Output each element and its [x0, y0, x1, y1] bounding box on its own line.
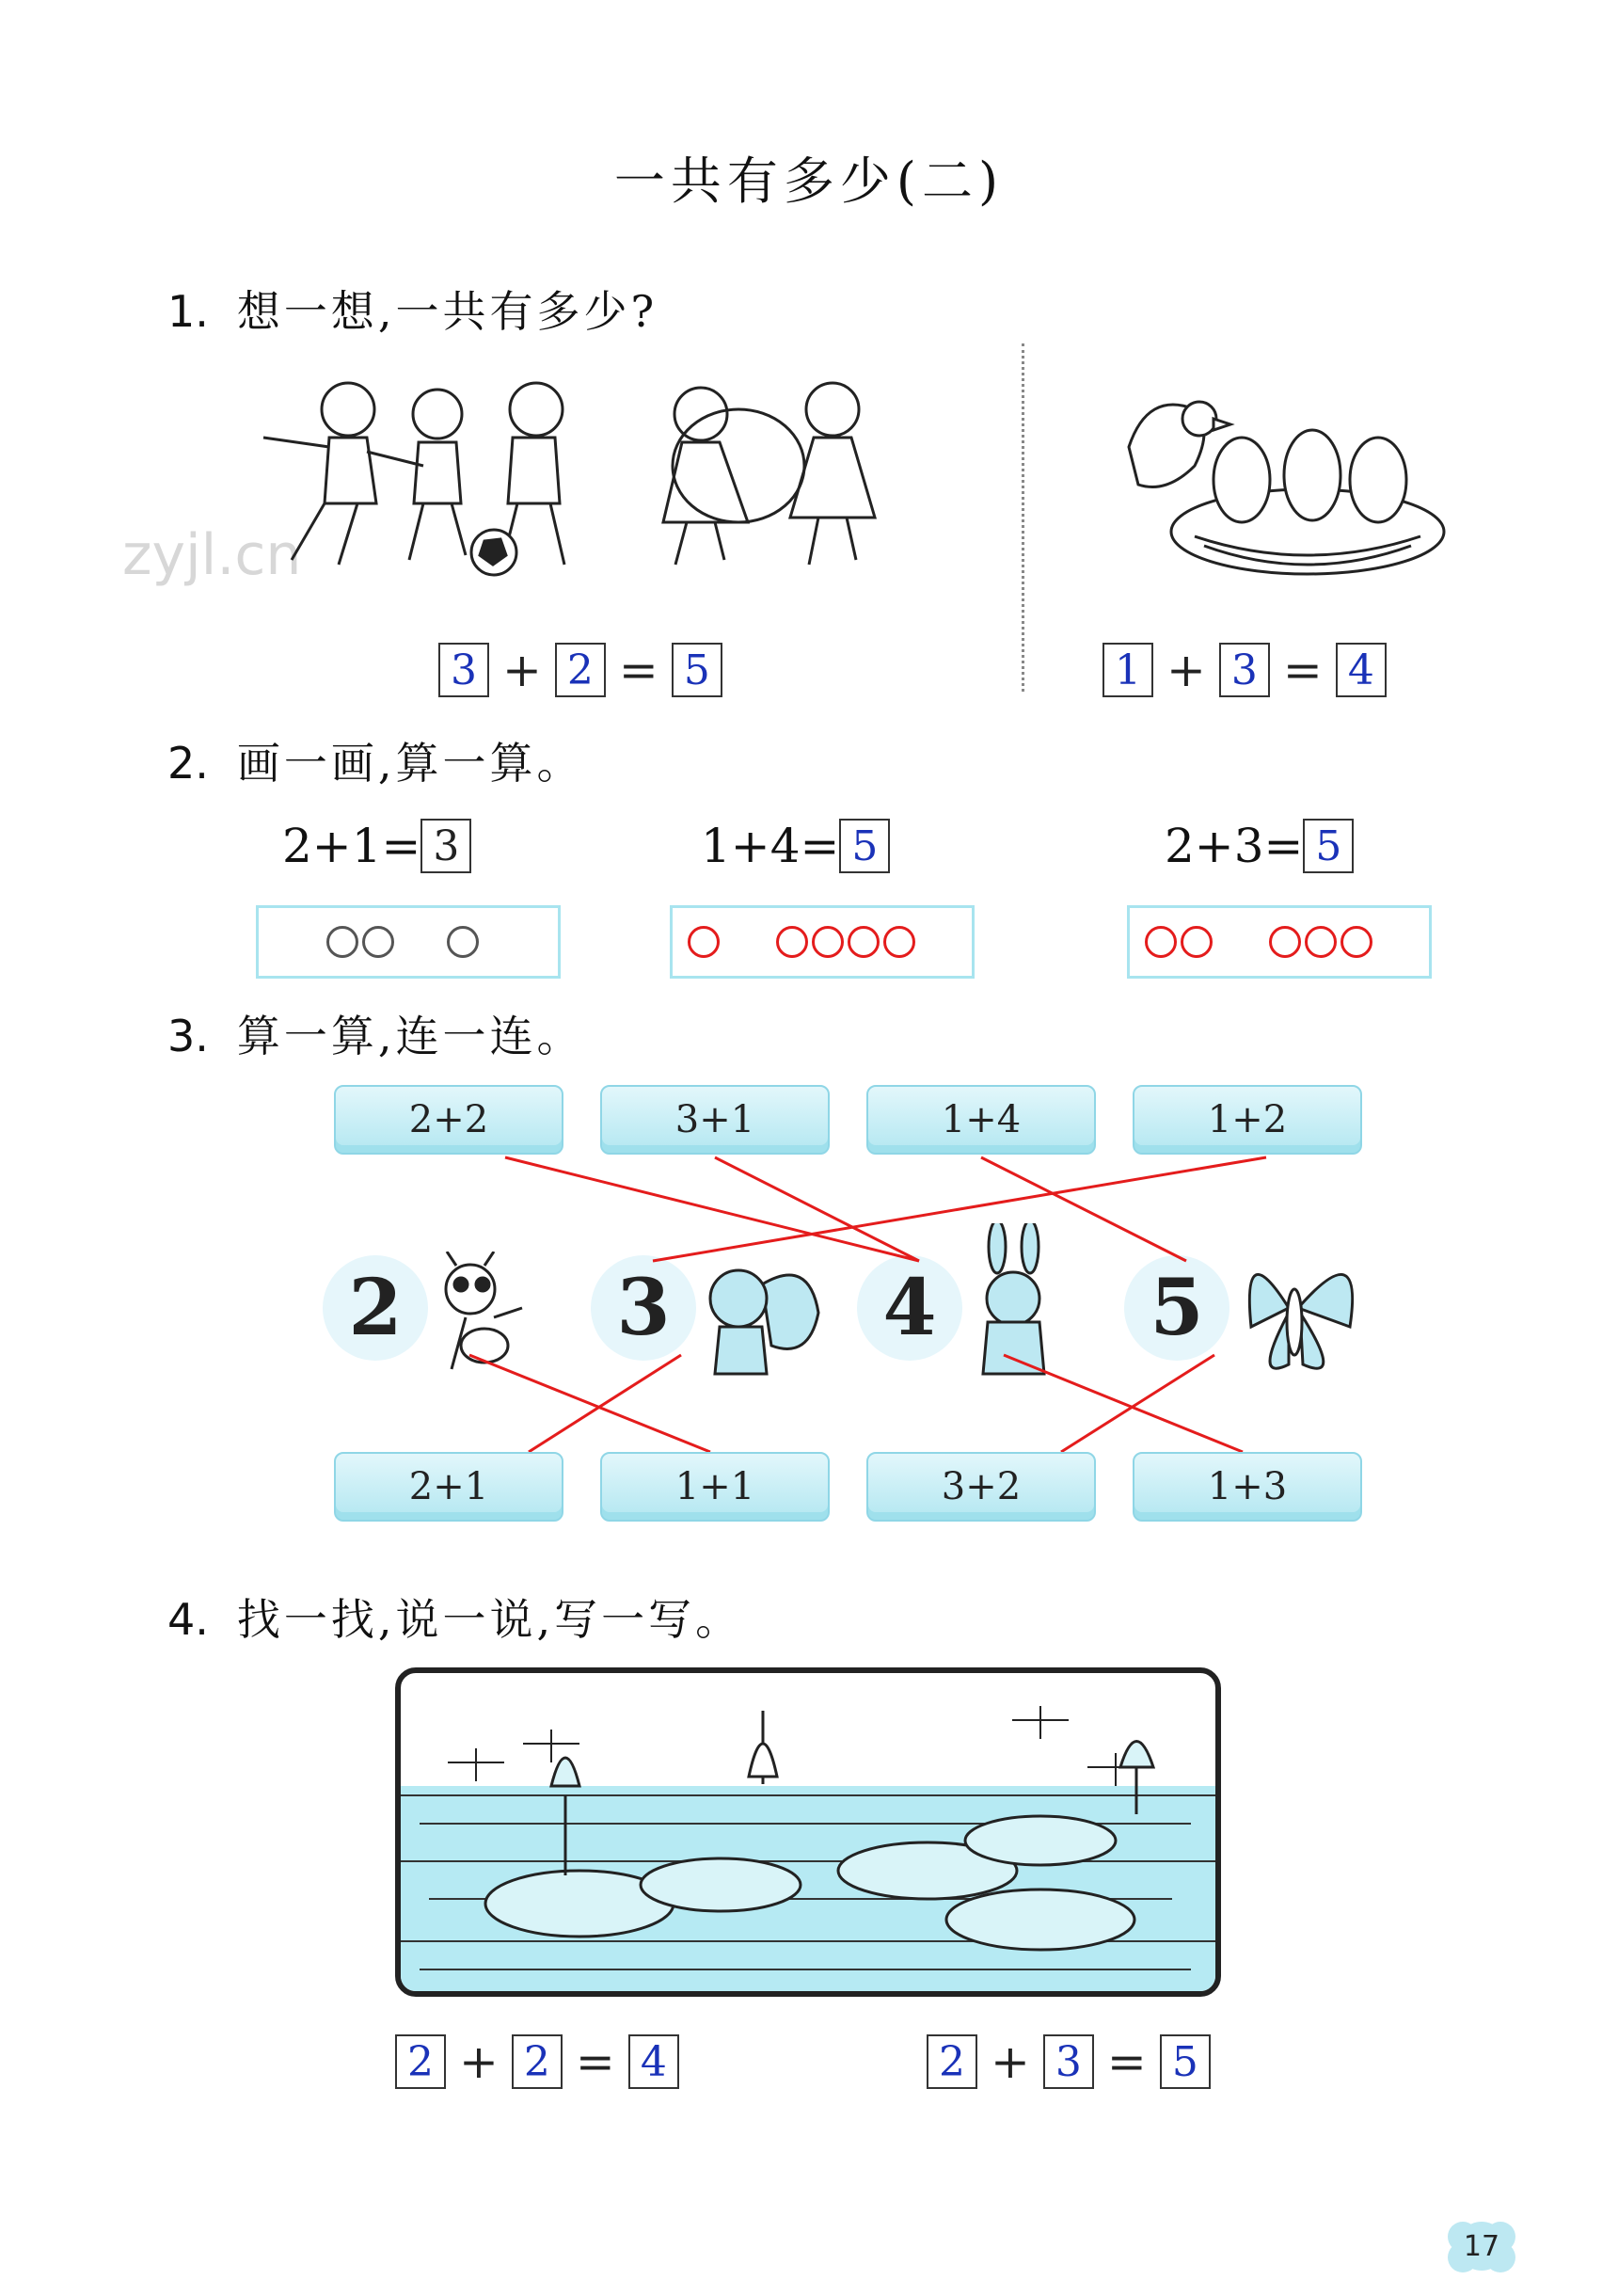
answer-box[interactable]: 2 [395, 2034, 446, 2089]
expression-card-bottom[interactable]: 1+1 [600, 1452, 830, 1522]
connection-line [1004, 1355, 1243, 1452]
pond-drawing [401, 1673, 1215, 1991]
watermark: zyjl.cn [122, 522, 302, 588]
question-number: 1. [167, 286, 209, 337]
connection-line [505, 1157, 919, 1261]
question-4-label [167, 1586, 742, 1648]
answer-box[interactable]: 3 [1043, 2034, 1094, 2089]
connection-line [469, 1355, 710, 1452]
connection-line [529, 1355, 681, 1452]
plus-sign: + [459, 2034, 499, 2089]
connection-line [981, 1157, 1186, 1261]
expression-card-bottom[interactable]: 1+3 [1133, 1452, 1362, 1522]
answer-box[interactable]: 5 [1303, 819, 1354, 873]
question-text: 算一算,连一连。 [236, 1011, 584, 1061]
answer-box[interactable]: 2 [927, 2034, 977, 2089]
expression-card-top[interactable]: 1+4 [866, 1085, 1096, 1155]
q4-equation-right [927, 2034, 1211, 2089]
number-circle[interactable]: 5 [1124, 1255, 1229, 1361]
pond-illustration [395, 1667, 1221, 1997]
expression-card-top[interactable]: 3+1 [600, 1085, 830, 1155]
answer-box[interactable]: 3 [1219, 643, 1270, 697]
equals-sign: = [1106, 2034, 1147, 2089]
answer-box[interactable]: 3 [438, 643, 489, 697]
answer-box[interactable]: 3 [420, 819, 471, 873]
answer-box[interactable]: 5 [672, 643, 722, 697]
question-number: 3. [167, 1011, 209, 1061]
answer-box[interactable]: 5 [1160, 2034, 1211, 2089]
connection-line [1061, 1355, 1214, 1452]
plus-sign: + [991, 2034, 1030, 2089]
answer-box[interactable]: 1 [1102, 643, 1153, 697]
expression-card-bottom[interactable]: 3+2 [866, 1452, 1096, 1522]
expression-card-top[interactable]: 1+2 [1133, 1085, 1362, 1155]
plus-sign: + [1166, 643, 1206, 697]
question-number: 4. [167, 1594, 209, 1645]
answer-box[interactable]: 4 [1336, 643, 1387, 697]
answer-box[interactable]: 2 [555, 643, 606, 697]
question-number: 2. [167, 738, 209, 789]
number-circle[interactable]: 2 [323, 1255, 428, 1361]
page-title: 一共有多少(二) [613, 151, 1005, 211]
question-text: 画一画,算一算。 [236, 738, 584, 789]
number-circle[interactable]: 3 [591, 1255, 696, 1361]
expression-card-top[interactable]: 2+2 [334, 1085, 563, 1155]
equals-sign: = [618, 643, 658, 697]
number-circle[interactable]: 4 [857, 1255, 962, 1361]
question-text: 想一想,一共有多少? [236, 286, 658, 337]
q4-equation-left [395, 2034, 679, 2089]
question-text: 找一找,说一说,写一写。 [236, 1594, 743, 1645]
expression: 2+3= [1165, 819, 1304, 873]
answer-box[interactable]: 2 [512, 2034, 563, 2089]
equals-sign: = [1282, 643, 1323, 697]
equals-sign: = [575, 2034, 615, 2089]
answer-box[interactable]: 5 [839, 819, 890, 873]
expression-card-bottom[interactable]: 2+1 [334, 1452, 563, 1522]
expression: 2+1= [282, 819, 421, 873]
expression: 1+4= [701, 819, 840, 873]
page-number: 17 [1463, 2229, 1500, 2263]
answer-box[interactable]: 4 [628, 2034, 679, 2089]
plus-sign: + [502, 643, 542, 697]
